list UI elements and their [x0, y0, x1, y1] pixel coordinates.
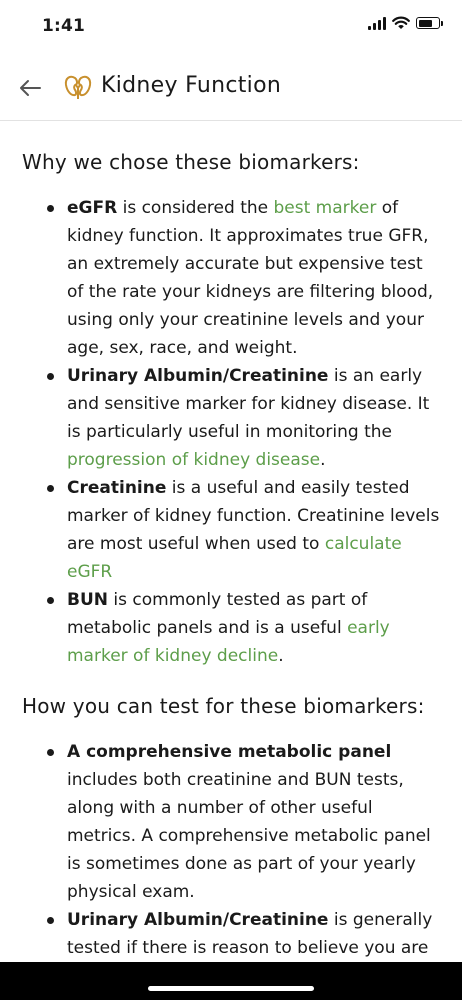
section-heading-how: How you can test for these biomarkers:	[22, 694, 425, 718]
item-text: .	[278, 646, 284, 666]
kidney-icon	[64, 74, 92, 100]
list-item-bun	[67, 586, 440, 670]
status-icons	[368, 16, 440, 30]
term-label: eGFR	[67, 198, 118, 218]
item-text: is considered the	[117, 198, 274, 218]
list-item-metabolic-panel	[67, 738, 440, 906]
list-item-urinary-albumin	[67, 362, 440, 474]
status-time: 1:41	[42, 16, 86, 36]
term-label: Urinary Albumin/Creatinine	[67, 910, 329, 930]
item-text: of kidney function. It approximates true GFR, an extremely accurate but expensive test of the rate your kidneys are filtering blood, using only your creatinine levels and your age, sex, race, and weight.	[67, 198, 434, 358]
arrow-left-icon	[18, 78, 42, 98]
best-marker-link[interactable]: best marker	[273, 198, 377, 218]
item-text: .	[320, 450, 326, 470]
item-text: is a useful and easily tested marker of kidney function. Creatinine levels are most useful when used to	[67, 478, 440, 554]
testing-methods-list	[0, 738, 462, 962]
cellular-signal-icon	[368, 16, 386, 30]
home-indicator[interactable]	[148, 986, 314, 991]
wifi-icon	[392, 16, 410, 30]
page-title: Kidney Function	[101, 73, 282, 98]
term-label: Urinary Albumin/Creatinine	[67, 366, 329, 386]
term-label: Creatinine	[67, 478, 167, 498]
item-text: is generally tested if there is reason to believe you are	[67, 910, 433, 958]
article-content[interactable]	[0, 140, 462, 962]
item-text: is an early and sensitive marker for kidney disease. It is particularly useful in monitoring the	[67, 366, 430, 442]
term-label: BUN	[67, 590, 108, 610]
section-heading-why: Why we chose these biomarkers:	[22, 150, 360, 174]
calculate-egfr-link[interactable]: calculate eGFR	[67, 534, 402, 582]
list-item-creatinine	[67, 474, 440, 586]
item-text: is commonly tested as part of metabolic panels and is a useful	[67, 590, 368, 638]
status-bar	[0, 0, 462, 56]
page-header	[0, 56, 462, 121]
home-bar	[0, 962, 462, 1000]
back-button[interactable]	[14, 72, 46, 104]
biomarker-reasons-list	[0, 194, 462, 670]
battery-icon	[416, 17, 440, 29]
progression-of-kidney-disease-link[interactable]: progression of kidney disease	[67, 450, 321, 470]
list-item-urinary-albumin-test	[67, 906, 440, 962]
term-label: A comprehensive metabolic panel	[67, 742, 392, 762]
item-text: includes both creatinine and BUN tests, along with a number of other useful metrics. A comprehensive metabolic panel is sometimes done as part of your yearly physical exam.	[67, 770, 431, 902]
list-item-egfr	[67, 194, 440, 362]
early-marker-link[interactable]: early marker of kidney decline	[67, 618, 390, 666]
